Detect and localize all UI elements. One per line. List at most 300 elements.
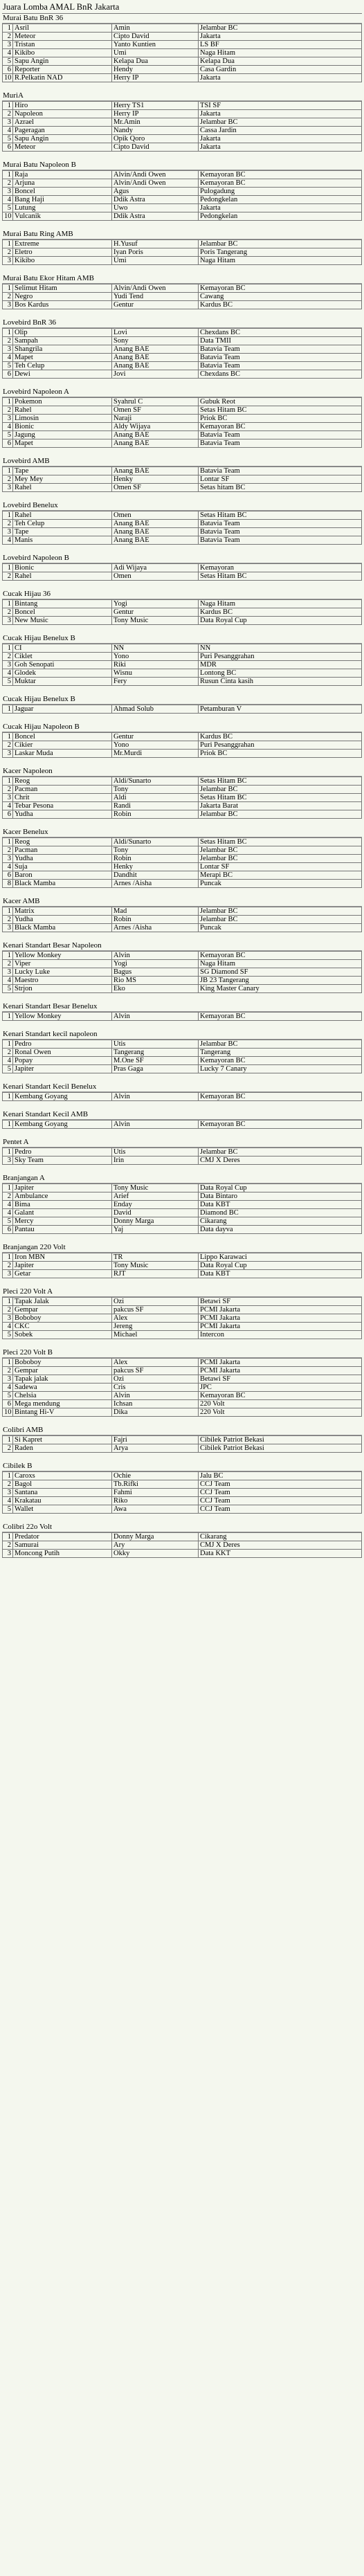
bird-name-cell: Tebar Pesona: [13, 802, 112, 810]
team-cell: Kemayoran BC: [199, 1057, 362, 1065]
table-row: [3, 337, 362, 345]
results-table: [2, 732, 362, 758]
owner-cell: Rio MS: [112, 977, 199, 985]
table-row: [3, 354, 362, 362]
team-cell: 220 Volt: [199, 1408, 362, 1417]
owner-cell: Anang BAE: [112, 345, 199, 354]
bird-name-cell: Predator: [13, 1533, 112, 1541]
bird-name-cell: Negro: [13, 293, 112, 301]
team-cell: Batavia Team: [199, 536, 362, 545]
owner-cell: Ozi: [112, 1375, 199, 1384]
owner-cell: Yono: [112, 741, 199, 750]
table-row: [3, 1157, 362, 1165]
owner-cell: Adi Wijaya: [112, 564, 199, 572]
owner-cell: Dika: [112, 1408, 199, 1417]
rank-cell: 5: [3, 57, 13, 66]
owner-cell: Donny Marga: [112, 1217, 199, 1226]
table-row: [3, 1331, 362, 1339]
team-cell: Chexdans BC: [199, 370, 362, 379]
rank-cell: 1: [3, 600, 13, 608]
bird-name-cell: Pageragan: [13, 127, 112, 135]
owner-cell: Kelapa Dua: [112, 57, 199, 66]
bird-name-cell: Samurai: [13, 1541, 112, 1550]
table-row: [3, 1472, 362, 1480]
owner-cell: Umi: [112, 49, 199, 57]
rank-cell: 1: [3, 1148, 13, 1157]
bird-name-cell: Asril: [13, 24, 112, 33]
table-row: [3, 678, 362, 686]
rank-cell: 2: [3, 520, 13, 528]
rank-cell: 5: [3, 1505, 13, 1514]
rank-cell: 5: [3, 1217, 13, 1226]
rank-cell: 6: [3, 1226, 13, 1234]
table-row: [3, 1480, 362, 1489]
team-cell: Betawi SF: [199, 1298, 362, 1306]
rank-cell: 4: [3, 423, 13, 431]
owner-cell: Yogi: [112, 960, 199, 968]
owner-cell: Herry TS1: [112, 102, 199, 110]
rank-cell: 5: [3, 1392, 13, 1400]
rank-cell: 2: [3, 741, 13, 750]
section-spacer: [2, 221, 362, 230]
owner-cell: Utis: [112, 1040, 199, 1049]
owner-cell: Gentur: [112, 301, 199, 309]
bird-name-cell: Kikibo: [13, 49, 112, 57]
section-spacer: [2, 1165, 362, 1174]
team-cell: Chexdans BC: [199, 329, 362, 337]
rank-cell: 2: [3, 1444, 13, 1453]
table-row: [3, 786, 362, 794]
results-table: [2, 1471, 362, 1514]
team-cell: Jelambar BC: [199, 846, 362, 855]
rank-cell: 4: [3, 196, 13, 204]
results-table: [2, 837, 362, 888]
owner-cell: Ddik Astra: [112, 212, 199, 221]
table-row: [3, 284, 362, 293]
rank-cell: 1: [3, 398, 13, 406]
owner-cell: Naraji: [112, 415, 199, 423]
section-title: Lovebird Napoleon A: [2, 388, 362, 397]
table-row: [3, 871, 362, 880]
owner-cell: Awa: [112, 1505, 199, 1514]
table-row: [3, 127, 362, 135]
table-row: [3, 362, 362, 370]
table-row: [3, 528, 362, 536]
owner-cell: Fery: [112, 678, 199, 686]
rank-cell: 1: [3, 1436, 13, 1444]
bird-name-cell: Ciklet: [13, 653, 112, 661]
team-cell: Priok BC: [199, 750, 362, 758]
rank-cell: 1: [3, 777, 13, 786]
team-cell: Petamburan V: [199, 705, 362, 714]
team-cell: Jakarta Barat: [199, 802, 362, 810]
owner-cell: Cipto David: [112, 33, 199, 41]
team-cell: King Master Canary: [199, 985, 362, 993]
rank-cell: 6: [3, 439, 13, 448]
owner-cell: Ochie: [112, 1472, 199, 1480]
owner-cell: pakcus SF: [112, 1367, 199, 1375]
section-spacer: [2, 82, 362, 91]
section-spacer: [2, 1234, 362, 1243]
team-cell: Setas Hitam BC: [199, 794, 362, 802]
table-row: [3, 1057, 362, 1065]
table-row: [3, 135, 362, 143]
owner-cell: Tb.Rifki: [112, 1480, 199, 1489]
results-table: [2, 284, 362, 309]
rank-cell: 5: [3, 985, 13, 993]
owner-cell: Arnes /Aisha: [112, 880, 199, 888]
bird-name-cell: Cikier: [13, 741, 112, 750]
table-row: [3, 329, 362, 337]
team-cell: Rusun Cinta kasih: [199, 678, 362, 686]
results-table: [2, 1532, 362, 1558]
table-row: [3, 511, 362, 520]
section-title: Lovebird AMB: [2, 457, 362, 466]
bird-name-cell: Rahel: [13, 572, 112, 581]
results-table: [2, 951, 362, 993]
rank-cell: 1: [3, 907, 13, 916]
table-row: [3, 617, 362, 625]
owner-cell: Ichsan: [112, 1400, 199, 1408]
bird-name-cell: Tristan: [13, 41, 112, 49]
section-spacer: [2, 448, 362, 457]
contest-section: [2, 1174, 362, 1243]
table-row: [3, 248, 362, 257]
bird-name-cell: Maestro: [13, 977, 112, 985]
owner-cell: Mad: [112, 907, 199, 916]
bird-name-cell: Black Mamba: [13, 880, 112, 888]
team-cell: Casa Gardin: [199, 66, 362, 74]
contest-section: [2, 457, 362, 501]
table-row: [3, 475, 362, 484]
table-row: [3, 968, 362, 977]
section-title: Pleci 220 Volt A: [2, 1287, 362, 1297]
team-cell: Batavia Team: [199, 467, 362, 475]
table-row: [3, 24, 362, 33]
bird-name-cell: Moncong Putih: [13, 1550, 112, 1558]
table-row: [3, 179, 362, 188]
team-cell: Jelambar BC: [199, 916, 362, 924]
owner-cell: Agus: [112, 188, 199, 196]
team-cell: JPC: [199, 1384, 362, 1392]
owner-cell: Alvin: [112, 1013, 199, 1021]
bird-name-cell: Olip: [13, 329, 112, 337]
rank-cell: 6: [3, 871, 13, 880]
table-row: [3, 293, 362, 301]
rank-cell: 2: [3, 110, 13, 118]
rank-cell: 6: [3, 810, 13, 819]
table-row: [3, 1400, 362, 1408]
team-cell: SG Diamond SF: [199, 968, 362, 977]
team-cell: Kemayoran BC: [199, 952, 362, 960]
owner-cell: Omen: [112, 511, 199, 520]
table-row: [3, 952, 362, 960]
table-row: [3, 33, 362, 41]
owner-cell: Ahmad Solub: [112, 705, 199, 714]
team-cell: Data Royal Cup: [199, 1262, 362, 1270]
results-table: [2, 511, 362, 545]
owner-cell: Anang BAE: [112, 431, 199, 439]
rank-cell: 1: [3, 1359, 13, 1367]
contest-section: [2, 767, 362, 828]
owner-cell: Tangerang: [112, 1049, 199, 1057]
section-spacer: [2, 1073, 362, 1082]
owner-cell: Alvin: [112, 1093, 199, 1101]
owner-cell: Fahmi: [112, 1489, 199, 1497]
rank-cell: 2: [3, 1306, 13, 1314]
table-row: [3, 484, 362, 492]
rank-cell: 3: [3, 794, 13, 802]
rank-cell: 2: [3, 572, 13, 581]
section-title: Kenari Standart kecil napoleon: [2, 1030, 362, 1040]
bird-name-cell: Reporter: [13, 66, 112, 74]
table-row: [3, 880, 362, 888]
bird-name-cell: Yudha: [13, 810, 112, 819]
bird-name-cell: Gempar: [13, 1367, 112, 1375]
owner-cell: Yogi: [112, 600, 199, 608]
bird-name-cell: Pacman: [13, 846, 112, 855]
table-row: [3, 846, 362, 855]
bird-name-cell: Bionic: [13, 423, 112, 431]
team-cell: PCMI Jakarta: [199, 1323, 362, 1331]
team-cell: Batavia Team: [199, 520, 362, 528]
bird-name-cell: Sobek: [13, 1331, 112, 1339]
team-cell: Jakarta: [199, 143, 362, 152]
team-cell: Poris Tangerang: [199, 248, 362, 257]
rank-cell: 5: [3, 678, 13, 686]
section-spacer: [2, 888, 362, 897]
table-row: [3, 1049, 362, 1057]
owner-cell: Aldi/Sunarto: [112, 777, 199, 786]
owner-cell: pakcus SF: [112, 1306, 199, 1314]
results-table: [2, 599, 362, 625]
table-row: [3, 750, 362, 758]
results-table: [2, 1092, 362, 1101]
section-spacer: [2, 545, 362, 554]
section-spacer: [2, 714, 362, 723]
section-title: Cibilek B: [2, 1462, 362, 1471]
team-cell: Intercon: [199, 1331, 362, 1339]
owner-cell: Arnes /Aisha: [112, 924, 199, 932]
owner-cell: Syahrul C: [112, 398, 199, 406]
rank-cell: 3: [3, 968, 13, 977]
contest-section: [2, 695, 362, 723]
team-cell: Kemayoran BC: [199, 1392, 362, 1400]
bird-name-cell: Napoleon: [13, 110, 112, 118]
rank-cell: 3: [3, 1550, 13, 1558]
rank-cell: 3: [3, 855, 13, 863]
table-row: [3, 171, 362, 179]
owner-cell: Michael: [112, 1331, 199, 1339]
table-row: [3, 653, 362, 661]
owner-cell: Riko: [112, 1497, 199, 1505]
team-cell: Batavia Team: [199, 439, 362, 448]
contest-section: [2, 1462, 362, 1523]
team-cell: Naga Hitam: [199, 257, 362, 265]
team-cell: Jelambar BC: [199, 240, 362, 248]
team-cell: Puri Pesanggrahan: [199, 741, 362, 750]
owner-cell: Alvin: [112, 952, 199, 960]
table-row: [3, 1298, 362, 1306]
results-table: [2, 1148, 362, 1165]
bird-name-cell: Dewi: [13, 370, 112, 379]
bird-name-cell: Azrael: [13, 118, 112, 127]
owner-cell: Yono: [112, 653, 199, 661]
owner-cell: H.Yusuf: [112, 240, 199, 248]
rank-cell: 5: [3, 135, 13, 143]
table-row: [3, 1323, 362, 1331]
table-row: [3, 1013, 362, 1021]
section-spacer: [2, 1514, 362, 1523]
results-table: [2, 907, 362, 932]
section-spacer: [2, 686, 362, 695]
owner-cell: Anang BAE: [112, 536, 199, 545]
team-cell: Setas Hitam BC: [199, 406, 362, 415]
rank-cell: 1: [3, 240, 13, 248]
team-cell: Kemayoran BC: [199, 284, 362, 293]
table-row: [3, 102, 362, 110]
rank-cell: 3: [3, 617, 13, 625]
team-cell: Lontong BC: [199, 669, 362, 678]
team-cell: Jelambar BC: [199, 786, 362, 794]
rank-cell: 5: [3, 1065, 13, 1073]
owner-cell: Anang BAE: [112, 520, 199, 528]
rank-cell: 10: [3, 1408, 13, 1417]
bird-name-cell: Pedro: [13, 1148, 112, 1157]
table-row: [3, 431, 362, 439]
table-row: [3, 1262, 362, 1270]
owner-cell: Sony: [112, 337, 199, 345]
owner-cell: Tony Music: [112, 617, 199, 625]
team-cell: CMJ X Deres: [199, 1541, 362, 1550]
contest-section: [2, 14, 362, 91]
rank-cell: 2: [3, 179, 13, 188]
team-cell: Setas Hitam BC: [199, 838, 362, 846]
section-spacer: [2, 379, 362, 388]
section-title: Lovebird BnR 36: [2, 318, 362, 328]
bird-name-cell: Sky Team: [13, 1157, 112, 1165]
bird-name-cell: Hiro: [13, 102, 112, 110]
contest-section: [2, 1523, 362, 1567]
team-cell: 220 Volt: [199, 1400, 362, 1408]
owner-cell: Lovi: [112, 329, 199, 337]
rank-cell: 2: [3, 1192, 13, 1201]
rank-cell: 6: [3, 370, 13, 379]
results-table: [2, 1040, 362, 1073]
table-row: [3, 520, 362, 528]
team-cell: Naga Hitam: [199, 600, 362, 608]
owner-cell: Jereng: [112, 1323, 199, 1331]
contest-section: [2, 723, 362, 767]
table-row: [3, 1489, 362, 1497]
owner-cell: Nandy: [112, 127, 199, 135]
table-row: [3, 1314, 362, 1323]
section-title: Branjangan A: [2, 1174, 362, 1183]
bird-name-cell: Japiter: [13, 1065, 112, 1073]
bird-name-cell: Mega mendung: [13, 1400, 112, 1408]
owner-cell: Anang BAE: [112, 362, 199, 370]
rank-cell: 1: [3, 171, 13, 179]
table-row: [3, 1201, 362, 1209]
bird-name-cell: Yellow Monkey: [13, 952, 112, 960]
bird-name-cell: Iron MBN: [13, 1253, 112, 1262]
rank-cell: 2: [3, 1541, 13, 1550]
rank-cell: 3: [3, 750, 13, 758]
owner-cell: Okky: [112, 1550, 199, 1558]
table-row: [3, 423, 362, 431]
rank-cell: 1: [3, 1121, 13, 1129]
section-spacer: [2, 993, 362, 1002]
team-cell: Jakarta: [199, 135, 362, 143]
table-row: [3, 644, 362, 653]
table-row: [3, 1436, 362, 1444]
owner-cell: Yanto Kuntien: [112, 41, 199, 49]
rank-cell: 10: [3, 212, 13, 221]
team-cell: LS BF: [199, 41, 362, 49]
section-title: Murai Batu Ring AMB: [2, 230, 362, 239]
rank-cell: 1: [3, 838, 13, 846]
team-cell: PCMI Jakarta: [199, 1367, 362, 1375]
contest-section: [2, 1138, 362, 1174]
bird-name-cell: Ambulance: [13, 1192, 112, 1201]
owner-cell: Tony: [112, 846, 199, 855]
team-cell: CCJ Team: [199, 1480, 362, 1489]
owner-cell: Robin: [112, 855, 199, 863]
section-title: Pleci 220 Volt B: [2, 1348, 362, 1358]
owner-cell: Ary: [112, 1541, 199, 1550]
bird-name-cell: Bintang Hi-V: [13, 1408, 112, 1417]
bird-name-cell: Rahel: [13, 484, 112, 492]
owner-cell: RJT: [112, 1270, 199, 1278]
bird-name-cell: Jaguar: [13, 705, 112, 714]
section-title: Kenari Standart Kecil Benelux: [2, 1082, 362, 1092]
rank-cell: 3: [3, 528, 13, 536]
rank-cell: 4: [3, 863, 13, 871]
table-row: [3, 1226, 362, 1234]
results-table: [2, 328, 362, 379]
table-row: [3, 212, 362, 221]
table-row: [3, 415, 362, 423]
rank-cell: 1: [3, 1298, 13, 1306]
table-row: [3, 669, 362, 678]
team-cell: Cibilek Patriot Bekasi: [199, 1444, 362, 1453]
table-row: [3, 66, 362, 74]
team-cell: PCMI Jakarta: [199, 1359, 362, 1367]
bird-name-cell: New Music: [13, 617, 112, 625]
section-spacer: [2, 581, 362, 590]
table-row: [3, 794, 362, 802]
team-cell: NN: [199, 644, 362, 653]
table-row: [3, 1408, 362, 1417]
table-row: [3, 1550, 362, 1558]
bird-name-cell: Rahel: [13, 511, 112, 520]
section-spacer: [2, 1101, 362, 1110]
table-row: [3, 1253, 362, 1262]
results-table: [2, 1358, 362, 1417]
section-title: Kenari Standart Besar Benelux: [2, 1002, 362, 1012]
results-table: [2, 101, 362, 152]
section-title: Kacer Benelux: [2, 828, 362, 837]
rank-cell: 2: [3, 33, 13, 41]
contest-section: [2, 388, 362, 457]
owner-cell: Herry IP: [112, 74, 199, 82]
rank-cell: 5: [3, 362, 13, 370]
bird-name-cell: Reog: [13, 838, 112, 846]
bird-name-cell: Boncel: [13, 608, 112, 617]
rank-cell: 2: [3, 337, 13, 345]
table-row: [3, 1367, 362, 1375]
owner-cell: Opik Qoro: [112, 135, 199, 143]
